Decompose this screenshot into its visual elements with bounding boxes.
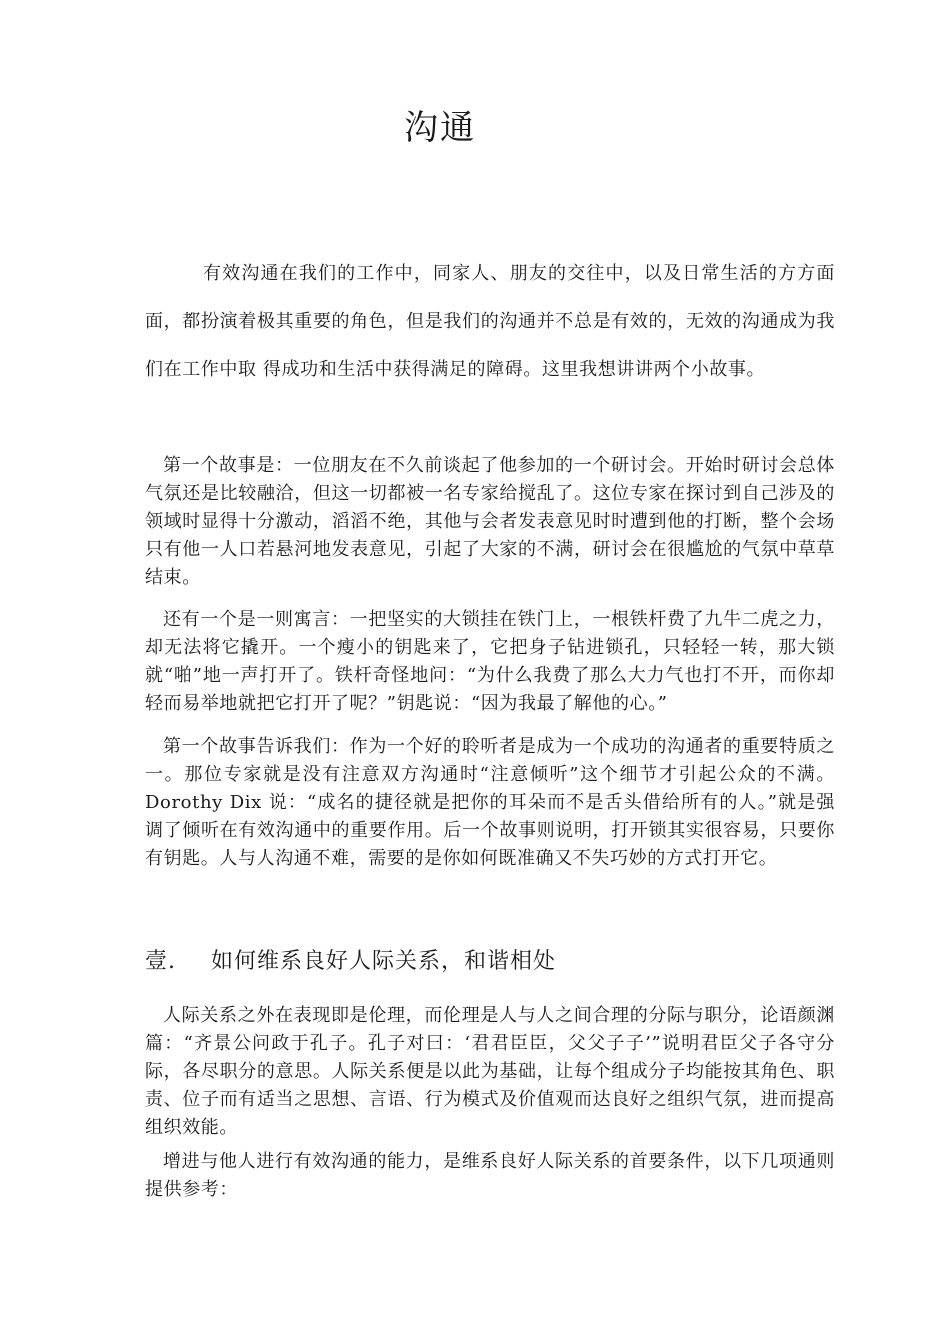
section-paragraph-two: 增进与他人进行有效沟通的能力，是维系良好人际关系的首要条件，以下几项通则提供参考： (145, 1151, 835, 1200)
section-heading (145, 944, 556, 975)
section-number: 壹. (145, 949, 176, 974)
section-heading-text: 如何维系良好人际关系，和谐相处 (211, 949, 557, 974)
page-title: 沟通 (404, 108, 476, 148)
intro-paragraph: 有效沟通在我们的工作中，同家人、朋友的交往中，以及日常生活的方方面面，都扮演着极其重要的角色，但是我们的沟通并不总是有效的，无效的沟通成为我们在工作中取 得成功和生活中获得满足的障碍。这里我想讲讲两个小故事。 (145, 263, 835, 380)
story-two-paragraph: 还有一个是一则寓言：一把坚实的大锁挂在铁门上，一根铁杆费了九牛二虎之力，却无法将它撬开。一个瘦小的钥匙来了，它把身子钻进锁孔，只轻轻一转，那大锁就“啪”地一声打开了。铁杆奇怪地问：“为什么我费了那么大力气也打不开，而你却轻而易举地就把它打开了呢？”钥匙说：“因为我最了解他的心。” (145, 609, 835, 714)
section-paragraph-one: 人际关系之外在表现即是伦理，而伦理是人与人之间合理的分际与职分，论语颜渊篇：“齐景公问政于孔子。孔子对曰：‘君君臣臣，父父子子’”说明君臣父子各守分际，各尽职分的意思。人际关系便是以此为基础，让每个组成分子均能按其角色、职责、位子而有适当之思想、言语、行为模式及价值观而达良好之组织气氛，进而提高组织效能。 (145, 1005, 835, 1138)
story-one-paragraph: 第一个故事是：一位朋友在不久前谈起了他参加的一个研讨会。开始时研讨会总体气氛还是比较融洽，但这一切都被一名专家给搅乱了。这位专家在探讨到自己涉及的领域时显得十分激动，滔滔不绝，其他与会者发表意见时时遭到他的打断，整个会场只有他一人口若悬河地发表意见，引起了大家的不满，研讨会在很尴尬的气氛中草草结束。 (145, 455, 835, 588)
lesson-paragraph: 第一个故事告诉我们：作为一个好的聆听者是成为一个成功的沟通者的重要特质之一。那位专家就是没有注意双方沟通时“注意倾听”这个细节才引起公众的不满。Dorothy Dix 说：“成名的捷径就是把你的耳朵而不是舌头借给所有的人。”就是强调了倾听在有效沟通中的重要作用。后一个故事则说明，打开锁其实很容易，只要你有钥匙。人与人沟通不难，需要的是你如何既准确又不失巧妙的方式打开它。 (145, 736, 835, 869)
